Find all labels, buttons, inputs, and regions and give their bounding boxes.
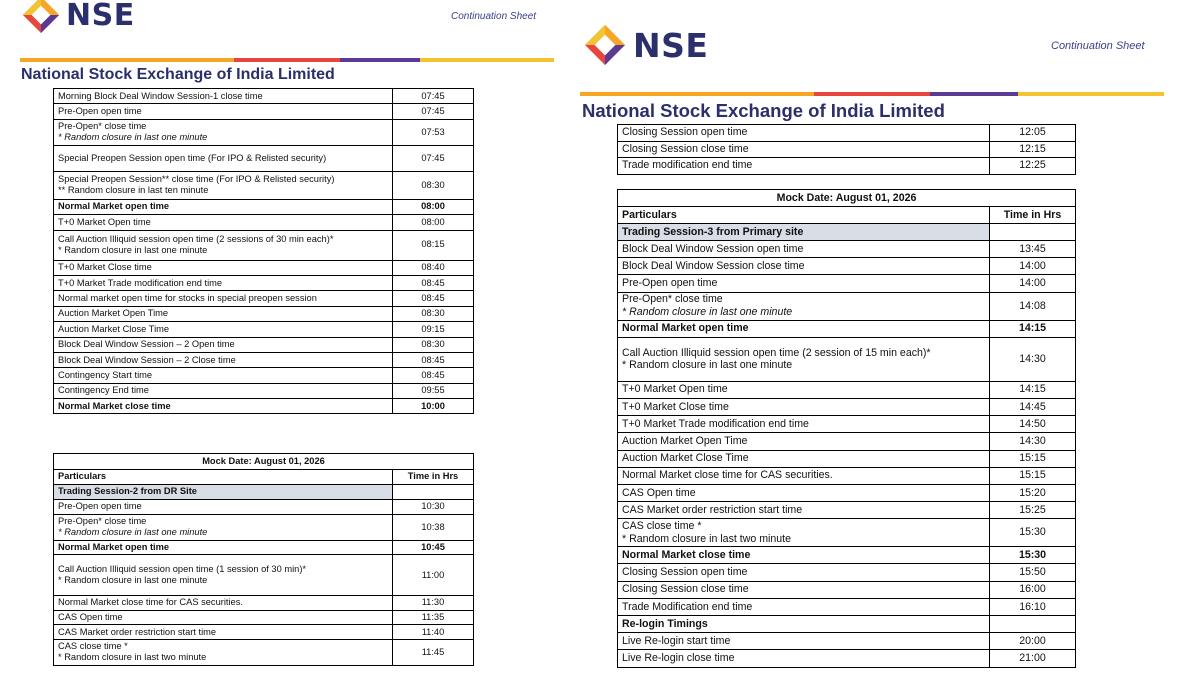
row-label-cell bbox=[618, 564, 990, 581]
row-time: 08:00 bbox=[393, 215, 474, 230]
row-time bbox=[990, 616, 1076, 633]
row-label-cell bbox=[618, 381, 990, 398]
table-row bbox=[618, 158, 1076, 175]
table-row bbox=[54, 275, 474, 290]
row-label: Pre-Open open time bbox=[58, 501, 142, 512]
row-time: 11:00 bbox=[393, 555, 474, 596]
row-time: 08:30 bbox=[393, 337, 474, 352]
row-time: 14:15 bbox=[990, 381, 1076, 398]
table-row bbox=[54, 383, 474, 398]
row-label: CAS Open time bbox=[58, 612, 123, 622]
nse-logo bbox=[22, 0, 135, 34]
row-time: 07:45 bbox=[393, 89, 474, 104]
continuation-label: Continuation Sheet bbox=[451, 11, 537, 22]
row-time: 15:25 bbox=[990, 502, 1076, 519]
row-label: Normal Market open time bbox=[58, 201, 170, 212]
row-label-cell bbox=[54, 540, 393, 555]
row-time: 08:45 bbox=[393, 291, 474, 306]
row-note: * Random closure in last one minute bbox=[58, 132, 208, 143]
nse-logo-icon bbox=[22, 0, 60, 34]
row-time: 15:30 bbox=[990, 547, 1076, 564]
row-label-cell bbox=[618, 519, 990, 547]
table-row bbox=[54, 199, 474, 214]
row-label: Closing Session open time bbox=[622, 566, 748, 579]
row-label-cell bbox=[54, 383, 393, 398]
row-label: Normal Market close time for CAS securities. bbox=[622, 469, 833, 482]
row-label: Auction Market Open Time bbox=[622, 435, 748, 448]
row-label: Normal market open time for stocks in special preopen session bbox=[58, 292, 317, 303]
row-label-cell bbox=[618, 241, 990, 258]
row-time: 14:45 bbox=[990, 398, 1076, 415]
row-time: 16:00 bbox=[990, 581, 1076, 598]
row-label-cell bbox=[618, 337, 990, 381]
row-label: Auction Market Close Time bbox=[622, 452, 749, 465]
row-time: 09:15 bbox=[393, 322, 474, 337]
table-row bbox=[54, 291, 474, 306]
row-label-cell bbox=[618, 650, 990, 667]
row-note: * Random closure in last two minute bbox=[622, 532, 791, 545]
table-row bbox=[54, 540, 474, 555]
col-particulars: Particulars bbox=[618, 207, 990, 224]
row-label-cell bbox=[54, 500, 393, 515]
table-row bbox=[54, 119, 474, 145]
mock-date: Mock Date: August 01, 2026 bbox=[618, 190, 1076, 207]
row-label-cell bbox=[54, 399, 393, 414]
row-label-cell bbox=[618, 125, 990, 142]
row-label-cell bbox=[54, 199, 393, 214]
row-time: 14:50 bbox=[990, 416, 1076, 433]
row-label-cell bbox=[618, 320, 990, 337]
table-row bbox=[618, 398, 1076, 415]
row-label: T+0 Market Close time bbox=[622, 400, 729, 413]
row-time: 07:45 bbox=[393, 145, 474, 171]
row-time: 14:00 bbox=[990, 275, 1076, 292]
table-row bbox=[54, 322, 474, 337]
row-label: Block Deal Window Session – 2 Close time bbox=[58, 354, 236, 365]
table-row bbox=[54, 337, 474, 352]
table-row bbox=[54, 171, 474, 199]
table-row bbox=[618, 275, 1076, 292]
row-label: Block Deal Window Session – 2 Open time bbox=[58, 339, 235, 350]
row-label: CAS Open time bbox=[622, 486, 696, 499]
row-label: Normal Market open time bbox=[58, 541, 170, 552]
row-label-cell bbox=[54, 368, 393, 383]
table-row bbox=[618, 633, 1076, 650]
row-time: 07:45 bbox=[393, 104, 474, 119]
col-time: Time in Hrs bbox=[393, 470, 474, 485]
row-time: 14:15 bbox=[990, 320, 1076, 337]
row-time: 12:25 bbox=[990, 158, 1076, 175]
row-label: T+0 Market Open time bbox=[622, 383, 728, 396]
row-label: Pre-Open* close time bbox=[58, 121, 147, 132]
row-time: 14:30 bbox=[990, 337, 1076, 381]
row-label: Auction Market Open Time bbox=[58, 308, 169, 319]
row-time: 15:15 bbox=[990, 450, 1076, 467]
row-label-cell bbox=[54, 230, 393, 260]
table-row bbox=[618, 519, 1076, 547]
continuation-label: Continuation Sheet bbox=[1051, 40, 1145, 52]
table-row bbox=[618, 337, 1076, 381]
table-row bbox=[618, 125, 1076, 142]
row-label: T+0 Market Open time bbox=[58, 216, 151, 227]
table-row bbox=[618, 381, 1076, 398]
row-time: 08:45 bbox=[393, 275, 474, 290]
row-label-cell bbox=[618, 398, 990, 415]
row-label-cell bbox=[54, 596, 393, 611]
row-label-cell bbox=[618, 275, 990, 292]
row-label: Trade modification end time bbox=[622, 159, 753, 172]
row-label: Contingency End time bbox=[58, 385, 149, 396]
row-label-cell bbox=[618, 467, 990, 484]
schedule-table-1 bbox=[617, 124, 1076, 175]
table-row bbox=[54, 104, 474, 119]
row-note: * Random closure in last one minute bbox=[58, 245, 208, 256]
table-row bbox=[54, 215, 474, 230]
row-label: T+0 Market Trade modification end time bbox=[622, 417, 809, 430]
left-page bbox=[0, 0, 560, 675]
table-row bbox=[618, 416, 1076, 433]
row-label: Trade Modification end time bbox=[622, 600, 753, 613]
table-row bbox=[618, 502, 1076, 519]
table-row bbox=[54, 514, 474, 540]
row-label: Pre-Open* close time bbox=[58, 515, 147, 526]
row-time: 11:40 bbox=[393, 625, 474, 640]
row-note: * Random closure in last two minute bbox=[58, 652, 207, 663]
row-label-cell bbox=[618, 633, 990, 650]
row-label: Normal Market close time for CAS securities. bbox=[58, 597, 243, 608]
row-time: 10:38 bbox=[393, 514, 474, 540]
table-row bbox=[54, 555, 474, 596]
table-row bbox=[618, 320, 1076, 337]
table-row bbox=[54, 500, 474, 515]
row-time: 11:30 bbox=[393, 596, 474, 611]
row-label: Re-login Timings bbox=[622, 617, 708, 630]
row-label: Call Auction Illiquid session open time (2 sessions of 30 min each)* bbox=[58, 233, 334, 244]
table-row bbox=[618, 292, 1076, 320]
table-row bbox=[54, 639, 474, 665]
row-label-cell bbox=[618, 450, 990, 467]
row-label-cell bbox=[54, 89, 393, 104]
session-heading: Trading Session-2 from DR Site bbox=[54, 485, 393, 500]
table-row bbox=[618, 616, 1076, 633]
row-time: 15:20 bbox=[990, 484, 1076, 501]
table-row bbox=[54, 399, 474, 414]
row-time: 14:30 bbox=[990, 433, 1076, 450]
row-label: Call Auction Illiquid session open time (1 session of 30 min)* bbox=[58, 564, 307, 575]
row-time: 14:08 bbox=[990, 292, 1076, 320]
row-time: 08:15 bbox=[393, 230, 474, 260]
table-row bbox=[54, 596, 474, 611]
row-label-cell bbox=[618, 598, 990, 615]
org-name: National Stock Exchange of India Limited bbox=[582, 100, 945, 121]
row-time: 16:10 bbox=[990, 598, 1076, 615]
nse-logo bbox=[584, 24, 708, 66]
table-row bbox=[54, 625, 474, 640]
row-label: Closing Session open time bbox=[622, 126, 748, 139]
table-row bbox=[618, 564, 1076, 581]
row-note: * Random closure in last one minute bbox=[58, 527, 208, 538]
table-row bbox=[618, 467, 1076, 484]
row-label-cell bbox=[54, 322, 393, 337]
row-label-cell bbox=[54, 555, 393, 596]
row-label: Closing Session close time bbox=[622, 142, 749, 155]
row-label-cell bbox=[54, 215, 393, 230]
schedule-table-1 bbox=[53, 88, 474, 414]
row-time: 08:30 bbox=[393, 306, 474, 321]
row-label: Pre-Open open time bbox=[58, 106, 142, 116]
row-label-cell bbox=[54, 639, 393, 665]
col-time: Time in Hrs bbox=[990, 207, 1076, 224]
row-note: ** Random closure in last ten minute bbox=[58, 185, 209, 196]
row-label-cell bbox=[54, 337, 393, 352]
row-label-cell bbox=[54, 610, 393, 625]
row-time: 13:45 bbox=[990, 241, 1076, 258]
table-row bbox=[618, 650, 1076, 667]
row-time: 12:15 bbox=[990, 141, 1076, 158]
row-label: Pre-Open* close time bbox=[622, 293, 723, 306]
row-label: T+0 Market Close time bbox=[58, 262, 152, 273]
row-time: 10:30 bbox=[393, 500, 474, 515]
row-label: CAS Market order restriction start time bbox=[622, 503, 803, 516]
row-time: 10:45 bbox=[393, 540, 474, 555]
row-time: 08:45 bbox=[393, 352, 474, 367]
row-label-cell bbox=[54, 291, 393, 306]
table-row bbox=[54, 89, 474, 104]
row-label-cell bbox=[618, 616, 990, 633]
row-label: Closing Session close time bbox=[622, 583, 749, 596]
row-time: 15:15 bbox=[990, 467, 1076, 484]
row-label-cell bbox=[54, 306, 393, 321]
session-heading: Trading Session-3 from Primary site bbox=[618, 224, 990, 241]
row-label: T+0 Market Trade modification end time bbox=[58, 277, 223, 288]
row-label: Pre-Open open time bbox=[622, 277, 718, 290]
table-row bbox=[54, 352, 474, 367]
row-label-cell bbox=[54, 352, 393, 367]
row-label: Morning Block Deal Window Session-1 close time bbox=[58, 90, 263, 101]
row-label-cell bbox=[54, 275, 393, 290]
row-time: 21:00 bbox=[990, 650, 1076, 667]
row-time: 14:00 bbox=[990, 258, 1076, 275]
row-label-cell bbox=[618, 581, 990, 598]
table-row bbox=[618, 258, 1076, 275]
row-label: Block Deal Window Session close time bbox=[622, 259, 805, 272]
row-label: Call Auction Illiquid session open time (2 session of 15 min each)* bbox=[622, 346, 931, 359]
row-time: 08:40 bbox=[393, 260, 474, 275]
table-row bbox=[618, 433, 1076, 450]
logo-text: NSE bbox=[66, 0, 135, 33]
table-row bbox=[54, 230, 474, 260]
row-time: 12:05 bbox=[990, 125, 1076, 142]
row-label: Normal Market close time bbox=[622, 548, 751, 561]
table-row bbox=[54, 368, 474, 383]
logo-text: NSE bbox=[633, 25, 709, 65]
brand-stripe bbox=[20, 58, 554, 62]
row-label: Normal Market open time bbox=[622, 322, 749, 335]
row-label: Live Re-login close time bbox=[622, 652, 735, 665]
row-label-cell bbox=[618, 416, 990, 433]
row-label-cell bbox=[54, 104, 393, 119]
row-label: Special Preopen Session open time (For IPO & Relisted security) bbox=[58, 152, 327, 163]
row-label-cell bbox=[618, 502, 990, 519]
row-label-cell bbox=[54, 625, 393, 640]
mock-date: Mock Date: August 01, 2026 bbox=[54, 454, 474, 470]
row-note: * Random closure in last one minute bbox=[622, 306, 793, 319]
row-label: Normal Market close time bbox=[58, 400, 171, 411]
row-label-cell bbox=[618, 141, 990, 158]
row-label-cell bbox=[54, 145, 393, 171]
row-label-cell bbox=[618, 484, 990, 501]
row-label: CAS close time * bbox=[58, 641, 128, 652]
row-note: * Random closure in last one minute bbox=[622, 359, 793, 372]
table-row bbox=[54, 145, 474, 171]
row-label-cell bbox=[54, 514, 393, 540]
row-label-cell bbox=[618, 158, 990, 175]
table-row bbox=[54, 260, 474, 275]
org-name: National Stock Exchange of India Limited bbox=[21, 66, 335, 83]
row-label-cell bbox=[618, 433, 990, 450]
row-time: 15:50 bbox=[990, 564, 1076, 581]
row-label: Contingency Start time bbox=[58, 369, 153, 380]
col-particulars: Particulars bbox=[54, 470, 393, 485]
table-row bbox=[618, 241, 1076, 258]
table-row bbox=[618, 450, 1076, 467]
row-label-cell bbox=[618, 292, 990, 320]
brand-stripe bbox=[580, 92, 1164, 96]
row-label-cell bbox=[54, 119, 393, 145]
row-label-cell bbox=[54, 171, 393, 199]
table-row bbox=[618, 547, 1076, 564]
schedule-table-2 bbox=[53, 453, 474, 666]
row-time: 20:00 bbox=[990, 633, 1076, 650]
row-label-cell bbox=[618, 258, 990, 275]
row-time: 08:45 bbox=[393, 368, 474, 383]
row-label: Live Re-login start time bbox=[622, 634, 731, 647]
schedule-table-2 bbox=[617, 189, 1076, 668]
row-note: * Random closure in last one minute bbox=[58, 575, 208, 586]
row-label: Auction Market Close Time bbox=[58, 323, 170, 334]
nse-logo-icon bbox=[584, 24, 626, 66]
row-time: 15:30 bbox=[990, 519, 1076, 547]
right-page bbox=[565, 0, 1200, 675]
row-label: Special Preopen Session** close time (For IPO & Relisted security) bbox=[58, 174, 335, 185]
table-row bbox=[618, 581, 1076, 598]
row-time: 10:00 bbox=[393, 399, 474, 414]
row-time: 09:55 bbox=[393, 383, 474, 398]
row-label: CAS Market order restriction start time bbox=[58, 626, 217, 637]
table-row bbox=[618, 598, 1076, 615]
table-row bbox=[618, 484, 1076, 501]
row-time: 08:30 bbox=[393, 171, 474, 199]
row-label: CAS close time * bbox=[622, 520, 702, 533]
row-time: 08:00 bbox=[393, 199, 474, 214]
row-label: Block Deal Window Session open time bbox=[622, 242, 804, 255]
row-time: 07:53 bbox=[393, 119, 474, 145]
row-label-cell bbox=[54, 260, 393, 275]
table-row bbox=[618, 141, 1076, 158]
table-row bbox=[54, 306, 474, 321]
row-label-cell bbox=[618, 547, 990, 564]
row-time: 11:45 bbox=[393, 639, 474, 665]
table-row bbox=[54, 610, 474, 625]
row-time: 11:35 bbox=[393, 610, 474, 625]
